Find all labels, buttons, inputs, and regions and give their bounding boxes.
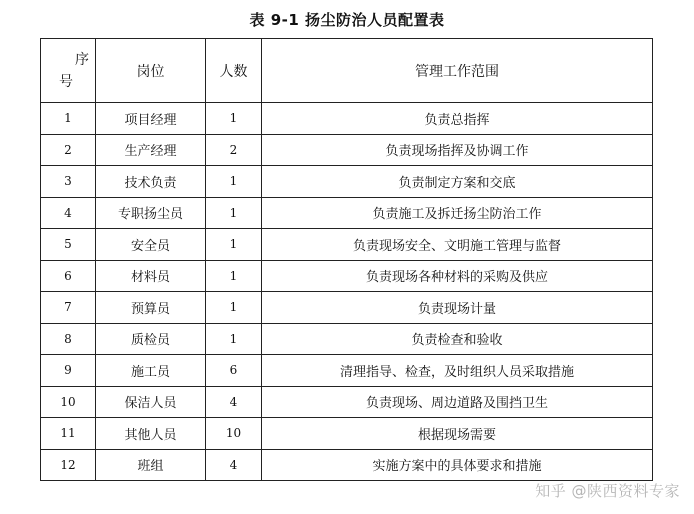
serial-number-cell: 9 [41, 355, 96, 387]
serial-number-cell: 4 [41, 197, 96, 229]
table-title: 表 9-1 扬尘防治人员配置表 [249, 11, 445, 29]
serial-number-cell: 1 [41, 103, 96, 135]
staff-configuration-table [40, 38, 653, 481]
table-row [41, 323, 653, 355]
table-row [41, 134, 653, 166]
table-body [41, 103, 653, 481]
serial-number-cell: 5 [41, 229, 96, 261]
header-count: 人数 [206, 39, 262, 103]
serial-number-cell: 10 [41, 386, 96, 418]
serial-number-cell: 8 [41, 323, 96, 355]
position-cell: 技术负责 [96, 166, 206, 198]
count-cell: 6 [206, 355, 262, 387]
table-row [41, 197, 653, 229]
serial-number-cell: 6 [41, 260, 96, 292]
management-scope-cell: 负责现场各种材料的采购及供应 [262, 260, 653, 292]
position-cell: 施工员 [96, 355, 206, 387]
count-cell: 1 [206, 323, 262, 355]
table-row [41, 355, 653, 387]
management-scope-cell: 实施方案中的具体要求和措施 [262, 449, 653, 481]
table-row [41, 386, 653, 418]
management-scope-cell: 根据现场需要 [262, 418, 653, 450]
position-cell: 材料员 [96, 260, 206, 292]
serial-number-cell: 12 [41, 449, 96, 481]
table-header-row [41, 39, 653, 103]
serial-number-cell: 11 [41, 418, 96, 450]
position-cell: 安全员 [96, 229, 206, 261]
management-scope-cell: 负责总指挥 [262, 103, 653, 135]
count-cell: 1 [206, 260, 262, 292]
management-scope-cell: 负责施工及拆迁扬尘防治工作 [262, 197, 653, 229]
header-serial-number-line1: 序 [75, 51, 89, 68]
position-cell: 班组 [96, 449, 206, 481]
serial-number-cell: 7 [41, 292, 96, 324]
position-cell: 专职扬尘员 [96, 197, 206, 229]
count-cell: 10 [206, 418, 262, 450]
management-scope-cell: 负责现场安全、文明施工管理与监督 [262, 229, 653, 261]
management-scope-cell: 负责检查和验收 [262, 323, 653, 355]
count-cell: 1 [206, 229, 262, 261]
count-cell: 2 [206, 134, 262, 166]
table-row [41, 260, 653, 292]
count-cell: 1 [206, 103, 262, 135]
position-cell: 预算员 [96, 292, 206, 324]
table-row [41, 292, 653, 324]
serial-number-cell: 2 [41, 134, 96, 166]
watermark: 知乎 @陕西资料专家 [535, 482, 680, 500]
header-position: 岗位 [96, 39, 206, 103]
management-scope-cell: 清理指导、检查，及时组织人员采取措施 [262, 355, 653, 387]
header-serial-number-line2: 号 [59, 73, 73, 90]
table-row [41, 229, 653, 261]
table-row [41, 166, 653, 198]
count-cell: 1 [206, 166, 262, 198]
count-cell: 4 [206, 449, 262, 481]
position-cell: 生产经理 [96, 134, 206, 166]
count-cell: 1 [206, 197, 262, 229]
management-scope-cell: 负责现场计量 [262, 292, 653, 324]
position-cell: 质检员 [96, 323, 206, 355]
table-row [41, 449, 653, 481]
count-cell: 1 [206, 292, 262, 324]
management-scope-cell: 负责现场指挥及协调工作 [262, 134, 653, 166]
position-cell: 其他人员 [96, 418, 206, 450]
serial-number-cell: 3 [41, 166, 96, 198]
header-serial-number [41, 39, 96, 103]
position-cell: 项目经理 [96, 103, 206, 135]
header-management-scope: 管理工作范围 [262, 39, 653, 103]
management-scope-cell: 负责制定方案和交底 [262, 166, 653, 198]
count-cell: 4 [206, 386, 262, 418]
position-cell: 保洁人员 [96, 386, 206, 418]
table-row [41, 418, 653, 450]
table-row [41, 103, 653, 135]
management-scope-cell: 负责现场、周边道路及围挡卫生 [262, 386, 653, 418]
